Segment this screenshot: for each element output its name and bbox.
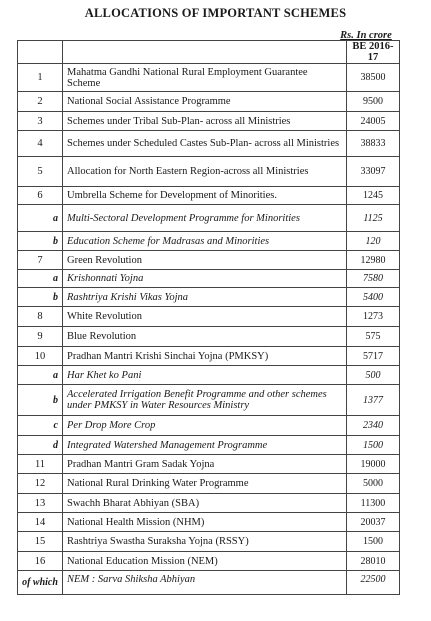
scheme-name: Rashtriya Krishi Vikas Yojna <box>63 288 347 307</box>
allocation-amount: 5000 <box>347 474 400 494</box>
allocation-amount: 1125 <box>347 205 400 232</box>
allocation-amount: 1500 <box>347 532 400 552</box>
table-row <box>18 187 400 205</box>
table-row <box>18 571 400 595</box>
allocation-amount: 20037 <box>347 513 400 532</box>
row-number: b <box>18 232 63 251</box>
scheme-name: Schemes under Scheduled Castes Sub-Plan- across all Ministries <box>63 131 347 157</box>
table-row <box>18 552 400 571</box>
table-row <box>18 347 400 366</box>
scheme-name: Mahatma Gandhi National Rural Employment Guarantee Scheme <box>63 64 347 92</box>
allocation-amount: 1273 <box>347 307 400 327</box>
scheme-name: Rashtriya Swastha Suraksha Yojna (RSSY) <box>63 532 347 552</box>
scheme-name: Multi-Sectoral Development Programme for Minorities <box>63 205 347 232</box>
scheme-name: Green Revolution <box>63 251 347 270</box>
table-row <box>18 366 400 385</box>
scheme-name: NEM : Sarva Shiksha Abhiyan <box>63 571 347 595</box>
row-number: of which <box>18 571 63 595</box>
table-row <box>18 112 400 131</box>
row-number: a <box>18 366 63 385</box>
scheme-name: National Social Assistance Programme <box>63 92 347 112</box>
page-title: ALLOCATIONS OF IMPORTANT SCHEMES <box>84 6 347 20</box>
scheme-name: Pradhan Mantri Krishi Sinchai Yojna (PMKSY) <box>63 347 347 366</box>
scheme-name: National Health Mission (NHM) <box>63 513 347 532</box>
allocation-amount: 12980 <box>347 251 400 270</box>
row-number: 15 <box>18 532 63 552</box>
table-row <box>18 494 400 513</box>
scheme-name: Education Scheme for Madrasas and Minorities <box>63 232 347 251</box>
row-number: b <box>18 288 63 307</box>
table-row <box>18 92 400 112</box>
allocation-amount: 9500 <box>347 92 400 112</box>
scheme-name: Per Drop More Crop <box>63 416 347 436</box>
row-number: 9 <box>18 327 63 347</box>
schemes-table <box>17 40 400 595</box>
allocation-amount: 22500 <box>347 571 400 595</box>
table-row <box>18 157 400 187</box>
table-row <box>18 532 400 552</box>
scheme-name: White Revolution <box>63 307 347 327</box>
scheme-name: National Rural Drinking Water Programme <box>63 474 347 494</box>
allocation-amount: 120 <box>347 232 400 251</box>
row-number: 12 <box>18 474 63 494</box>
scheme-name: National Education Mission (NEM) <box>63 552 347 571</box>
row-number: b <box>18 385 63 416</box>
row-number: d <box>18 436 63 455</box>
header-num-cell <box>18 41 63 64</box>
allocation-amount: 5717 <box>347 347 400 366</box>
row-number: a <box>18 270 63 288</box>
unit-label: Rs. In crore <box>340 30 392 41</box>
row-number: 6 <box>18 187 63 205</box>
table-row <box>18 64 400 92</box>
row-number: 5 <box>18 157 63 187</box>
table-row <box>18 416 400 436</box>
row-number: 11 <box>18 455 63 474</box>
row-number: 13 <box>18 494 63 513</box>
scheme-name: Blue Revolution <box>63 327 347 347</box>
row-number: a <box>18 205 63 232</box>
table-row <box>18 385 400 416</box>
allocation-amount: 38833 <box>347 131 400 157</box>
scheme-name: Schemes under Tribal Sub-Plan- across all Ministries <box>63 112 347 131</box>
row-number: 16 <box>18 552 63 571</box>
scheme-name: Allocation for North Eastern Region-across all Ministries <box>63 157 347 187</box>
row-number: 8 <box>18 307 63 327</box>
table-row <box>18 327 400 347</box>
allocation-amount: 500 <box>347 366 400 385</box>
table-row <box>18 205 400 232</box>
row-number: 1 <box>18 64 63 92</box>
scheme-name: Integrated Watershed Management Programme <box>63 436 347 455</box>
allocation-amount: 1500 <box>347 436 400 455</box>
scheme-name: Accelerated Irrigation Benefit Programme and other schemes under PMKSY in Water Resources Ministry <box>63 385 347 416</box>
scheme-name: Umbrella Scheme for Development of Minorities. <box>63 187 347 205</box>
allocation-amount: 1245 <box>347 187 400 205</box>
table-row <box>18 436 400 455</box>
row-number: 2 <box>18 92 63 112</box>
scheme-name: Swachh Bharat Abhiyan (SBA) <box>63 494 347 513</box>
table-row <box>18 131 400 157</box>
table-row <box>18 307 400 327</box>
table-row <box>18 455 400 474</box>
table-row <box>18 513 400 532</box>
allocation-amount: 28010 <box>347 552 400 571</box>
row-number: c <box>18 416 63 436</box>
table-row <box>18 232 400 251</box>
row-number: 3 <box>18 112 63 131</box>
table-row <box>18 251 400 270</box>
row-number: 7 <box>18 251 63 270</box>
row-number: 14 <box>18 513 63 532</box>
table-row <box>18 270 400 288</box>
allocation-amount: 575 <box>347 327 400 347</box>
allocation-amount: 33097 <box>347 157 400 187</box>
header-desc-cell <box>63 41 347 64</box>
allocation-amount: 24005 <box>347 112 400 131</box>
row-number: 10 <box>18 347 63 366</box>
column-header: BE 2016-17 <box>347 41 400 64</box>
allocation-amount: 7580 <box>347 270 400 288</box>
allocation-amount: 19000 <box>347 455 400 474</box>
row-number: 4 <box>18 131 63 157</box>
allocation-amount: 5400 <box>347 288 400 307</box>
table-row <box>18 474 400 494</box>
scheme-name: Krishonnati Yojna <box>63 270 347 288</box>
scheme-name: Har Khet ko Pani <box>63 366 347 385</box>
allocation-amount: 2340 <box>347 416 400 436</box>
table-row <box>18 288 400 307</box>
scheme-name: Pradhan Mantri Gram Sadak Yojna <box>63 455 347 474</box>
allocation-amount: 38500 <box>347 64 400 92</box>
allocation-amount: 11300 <box>347 494 400 513</box>
header-row <box>18 41 400 64</box>
allocation-amount: 1377 <box>347 385 400 416</box>
